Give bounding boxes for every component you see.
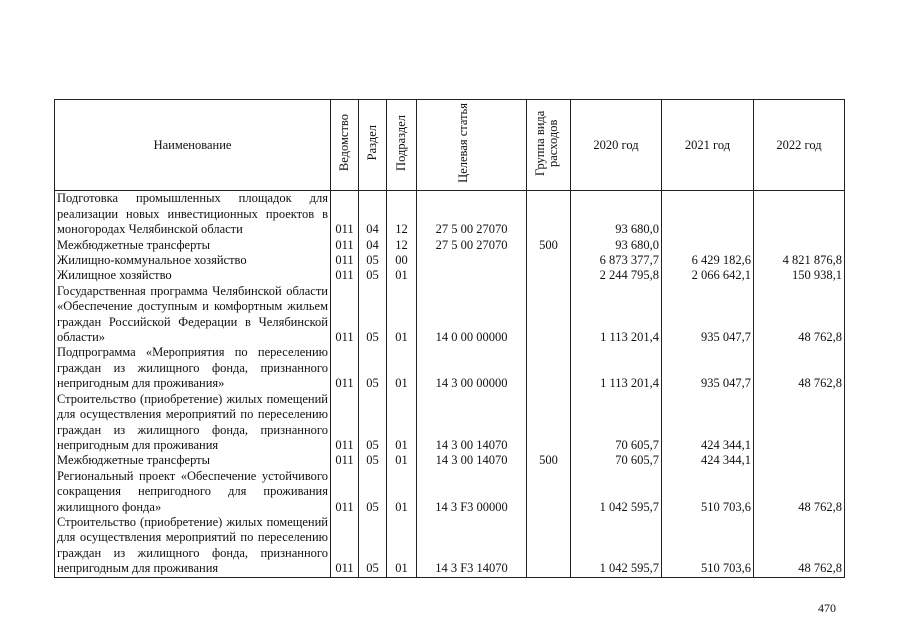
row-2020: 93 680,0 <box>571 238 662 253</box>
row-expense-group <box>527 345 571 391</box>
header-2020: 2020 год <box>571 100 662 191</box>
row-2020: 93 680,0 <box>571 191 662 238</box>
row-section: 05 <box>359 392 387 454</box>
row-expense-group <box>527 392 571 454</box>
row-department: 011 <box>331 191 359 238</box>
row-2021: 935 047,7 <box>662 284 754 346</box>
row-section: 05 <box>359 253 387 268</box>
row-2020: 70 605,7 <box>571 453 662 468</box>
budget-document <box>54 99 844 578</box>
table-header-row <box>55 100 845 191</box>
row-subsection: 01 <box>387 268 417 283</box>
row-target: 14 3 00 14070 <box>417 453 527 468</box>
row-2020: 1 042 595,7 <box>571 469 662 515</box>
table-row <box>55 284 845 346</box>
table-row <box>55 191 845 238</box>
row-section: 04 <box>359 238 387 253</box>
row-department: 011 <box>331 453 359 468</box>
row-2021 <box>662 191 754 238</box>
row-department: 011 <box>331 284 359 346</box>
header-section: Раздел <box>359 100 387 191</box>
row-subsection: 01 <box>387 469 417 515</box>
row-target <box>417 268 527 283</box>
row-2022: 48 762,8 <box>754 284 845 346</box>
row-2022: 150 938,1 <box>754 268 845 283</box>
row-2021: 510 703,6 <box>662 515 754 577</box>
row-2021: 510 703,6 <box>662 469 754 515</box>
table-row <box>55 453 845 468</box>
row-2022 <box>754 191 845 238</box>
row-target: 27 5 00 27070 <box>417 191 527 238</box>
row-section: 05 <box>359 345 387 391</box>
row-2022: 4 821 876,8 <box>754 253 845 268</box>
row-department: 011 <box>331 515 359 577</box>
row-subsection: 01 <box>387 345 417 391</box>
row-subsection: 01 <box>387 515 417 577</box>
row-section: 05 <box>359 515 387 577</box>
row-name: Жилищно-коммунальное хозяйство <box>55 253 331 268</box>
row-expense-group <box>527 268 571 283</box>
row-subsection: 01 <box>387 392 417 454</box>
row-2021: 2 066 642,1 <box>662 268 754 283</box>
table-row <box>55 392 845 454</box>
row-target: 14 0 00 00000 <box>417 284 527 346</box>
row-2021: 6 429 182,6 <box>662 253 754 268</box>
row-2021: 935 047,7 <box>662 345 754 391</box>
row-subsection: 00 <box>387 253 417 268</box>
row-2020: 1 113 201,4 <box>571 284 662 346</box>
row-subsection: 01 <box>387 453 417 468</box>
row-target: 14 3 00 00000 <box>417 345 527 391</box>
row-2020: 1 042 595,7 <box>571 515 662 577</box>
row-expense-group <box>527 515 571 577</box>
row-target <box>417 253 527 268</box>
row-department: 011 <box>331 392 359 454</box>
row-2022: 48 762,8 <box>754 345 845 391</box>
header-2022: 2022 год <box>754 100 845 191</box>
table-body <box>55 191 845 577</box>
row-expense-group <box>527 284 571 346</box>
row-subsection: 12 <box>387 238 417 253</box>
table-row <box>55 469 845 515</box>
header-department: Ведомство <box>331 100 359 191</box>
row-section: 04 <box>359 191 387 238</box>
row-2022: 48 762,8 <box>754 515 845 577</box>
row-expense-group: 500 <box>527 453 571 468</box>
header-expense-group: Группа вида расходов <box>527 100 571 191</box>
table-row <box>55 515 845 577</box>
table-row <box>55 345 845 391</box>
row-name: Межбюджетные трансферты <box>55 238 331 253</box>
row-2020: 1 113 201,4 <box>571 345 662 391</box>
row-2020: 70 605,7 <box>571 392 662 454</box>
table-row <box>55 238 845 253</box>
row-name: Региональный проект «Обеспечение устойчивого сокращения непригодного для проживания жилищного фонда» <box>55 469 331 515</box>
table-row <box>55 268 845 283</box>
row-2022 <box>754 453 845 468</box>
row-target: 14 3 F3 14070 <box>417 515 527 577</box>
row-name: Подготовка промышленных площадок для реализации новых инвестиционных проектов в моногородах Челябинской области <box>55 191 331 238</box>
row-target: 14 3 F3 00000 <box>417 469 527 515</box>
row-subsection: 01 <box>387 284 417 346</box>
budget-table <box>54 99 845 578</box>
row-target: 14 3 00 14070 <box>417 392 527 454</box>
row-expense-group: 500 <box>527 238 571 253</box>
row-2021: 424 344,1 <box>662 392 754 454</box>
header-subsection: Подраздел <box>387 100 417 191</box>
header-name: Наименование <box>55 100 331 191</box>
row-section: 05 <box>359 268 387 283</box>
row-2022: 48 762,8 <box>754 469 845 515</box>
row-name: Строительство (приобретение) жилых помещений для осуществления мероприятий по переселению граждан из жилищного фонда, признанного непригодным для проживания <box>55 392 331 454</box>
table-row <box>55 253 845 268</box>
row-name: Строительство (приобретение) жилых помещений для осуществления мероприятий по переселению граждан из жилищного фонда, признанного непригодным для проживания <box>55 515 331 577</box>
row-2021: 424 344,1 <box>662 453 754 468</box>
row-2020: 6 873 377,7 <box>571 253 662 268</box>
row-name: Подпрограмма «Мероприятия по переселению граждан из жилищного фонда, признанного непригодным для проживания» <box>55 345 331 391</box>
page-number: 470 <box>818 601 836 615</box>
row-target: 27 5 00 27070 <box>417 238 527 253</box>
header-2021: 2021 год <box>662 100 754 191</box>
row-department: 011 <box>331 238 359 253</box>
row-department: 011 <box>331 469 359 515</box>
header-target: Целевая статья <box>417 100 527 191</box>
row-section: 05 <box>359 453 387 468</box>
row-2022 <box>754 238 845 253</box>
row-department: 011 <box>331 253 359 268</box>
row-section: 05 <box>359 284 387 346</box>
row-name: Межбюджетные трансферты <box>55 453 331 468</box>
row-subsection: 12 <box>387 191 417 238</box>
row-expense-group <box>527 469 571 515</box>
row-department: 011 <box>331 268 359 283</box>
row-expense-group <box>527 253 571 268</box>
row-section: 05 <box>359 469 387 515</box>
row-expense-group <box>527 191 571 238</box>
row-name: Государственная программа Челябинской области «Обеспечение доступным и комфортным жильем граждан Российской Федерации в Челябинской области» <box>55 284 331 346</box>
row-2021 <box>662 238 754 253</box>
row-name: Жилищное хозяйство <box>55 268 331 283</box>
row-department: 011 <box>331 345 359 391</box>
row-2022 <box>754 392 845 454</box>
row-2020: 2 244 795,8 <box>571 268 662 283</box>
